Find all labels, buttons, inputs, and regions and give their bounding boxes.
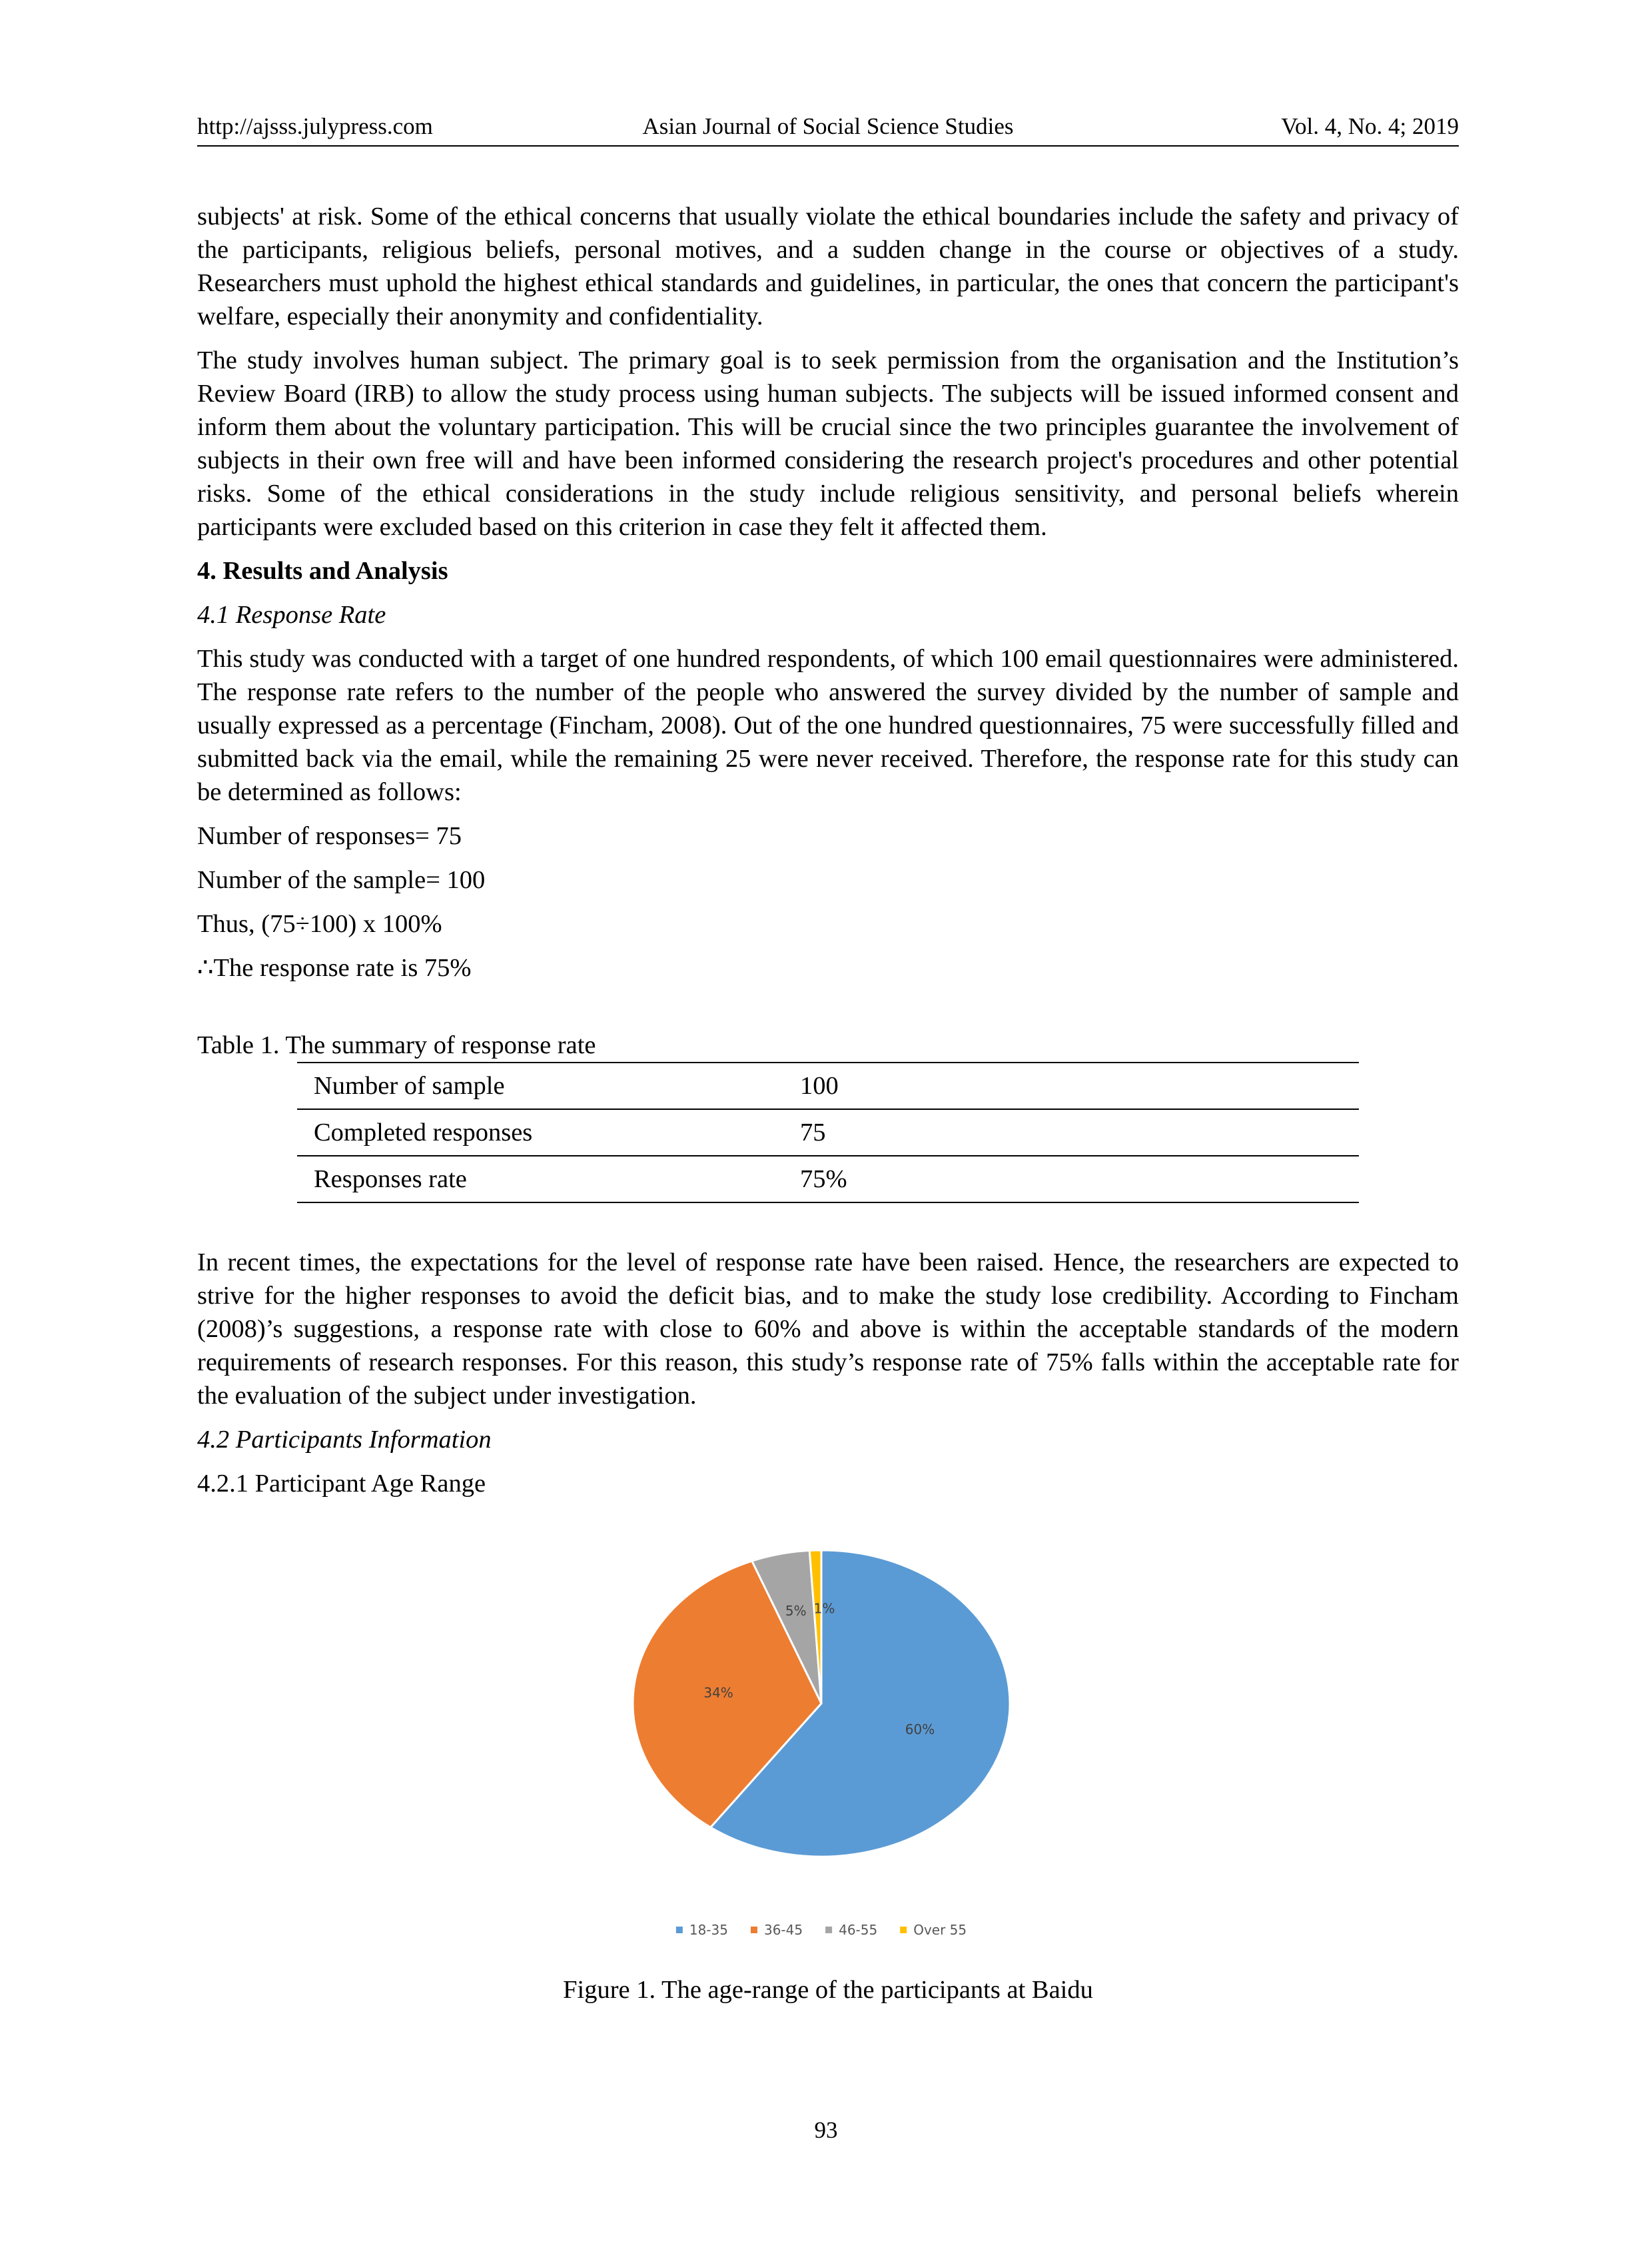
calc-formula: Thus, (75÷100) x 100% [197,910,442,938]
figure-caption: Figure 1. The age-range of the participants at Baidu [563,1976,1093,2004]
paragraph-ethics: subjects' at risk. Some of the ethical concerns that usually violate the ethical boundaries include the safety and privacy of the participants, religious beliefs, personal motives, and a sudden change in the course or objectives of a study. Researchers must uphold the highest ethical standards and guidelines, in particular, the ones that concern the participant's welfare, especially their anonymity and confidentiality. [197,203,1459,330]
table-cell-label: Completed responses [297,1109,783,1156]
table-row [297,1156,1359,1202]
journal-title: Asian Journal of Social Science Studies [642,113,1014,139]
legend-label: 36-45 [763,1922,803,1938]
subsection-heading-response-rate: 4.1 Response Rate [197,601,386,629]
legend-swatch [676,1927,683,1933]
page-content [197,200,1459,2007]
age-range-pie-chart [197,1534,1459,1960]
table-caption: Table 1. The summary of response rate [197,1031,596,1059]
calc-sample: Number of the sample= 100 [197,866,486,894]
table-cell-label: Number of sample [314,1072,505,1100]
legend-label: 46-55 [839,1922,878,1938]
pie-data-label: 34% [703,1685,733,1701]
table-row [297,1109,1359,1156]
volume-info: Vol. 4, No. 4; 2019 [1281,113,1459,139]
paragraph-response-expectations: In recent times, the expectations for the level of response rate have been raised. Hence, the researchers are expected to strive for the higher responses to avoid the deficit bias, and to make the study lose credibility. According to Fincham (2008)’s suggestions, a response rate with close to 60% and above is within the acceptable standards of the modern requirements of research responses. For this reason, this study’s response rate of 75% falls within the acceptable rate for the evaluation of the subject under investigation. [197,1248,1459,1410]
calc-result: ∴The response rate is 75% [197,954,472,982]
legend-swatch [900,1927,907,1933]
paragraph-response-rate: This study was conducted with a target of one hundred respondents, of which 100 email questionnaires were administered. The response rate refers to the number of the people who answered the survey divided by the number of sample and usually expressed as a percentage (Fincham, 2008). Out of the one hundred questionnaires, 75 were successfully filled and submitted back via the email, while the remaining 25 were never received. Therefore, the response rate for this study can be determined as follows: [197,645,1459,806]
running-header [197,112,1459,147]
pie-data-label: 1% [813,1600,835,1617]
table-cell-value: 100 [800,1072,839,1100]
table-cell-value: 75% [783,1156,1359,1202]
legend-label: 18-35 [689,1922,728,1938]
pie-data-label: 60% [905,1721,935,1738]
subsection-heading-participants: 4.2 Participants Information [197,1426,492,1454]
legend-swatch [825,1927,832,1933]
pie-chart-svg [197,1534,1459,1960]
legend-swatch [751,1927,757,1933]
table-cell-value: 75 [783,1109,1359,1156]
table-cell-label: Responses rate [297,1156,783,1202]
response-rate-table [297,1062,1359,1203]
journal-url[interactable]: http://ajsss.julypress.com [197,113,433,139]
section-heading-results: 4. Results and Analysis [197,557,448,585]
legend-label: Over 55 [913,1922,967,1938]
page-number: 93 [814,2117,838,2143]
paragraph-human-subjects: The study involves human subject. The primary goal is to seek permission from the organisation and the Institution’s Review Board (IRB) to allow the study process using human subjects. The subjects will be issued informed consent and inform them about the voluntary participation. This will be crucial since the two principles guarantee the involvement of subjects in their own free will and have been informed considering the research project's procedures and other potential risks. Some of the ethical considerations in the study include religious sensitivity, and personal beliefs wherein participants were excluded based on this criterion in case they felt it affected them. [197,346,1459,541]
pie-data-label: 5% [785,1602,807,1619]
subsubsection-heading-age: 4.2.1 Participant Age Range [197,1470,486,1498]
calc-responses: Number of responses= 75 [197,822,462,850]
table-row [297,1063,1359,1109]
